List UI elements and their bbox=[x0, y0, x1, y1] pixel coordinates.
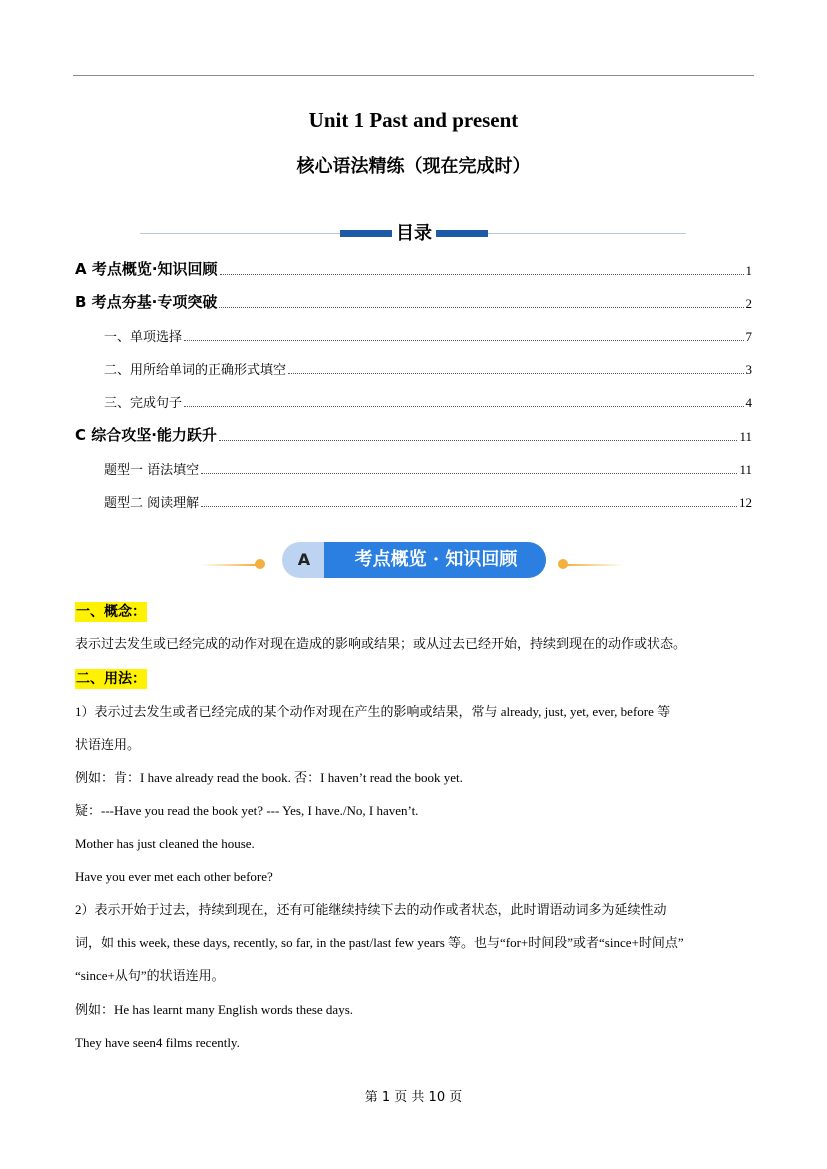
document-subtitle: 核心语法精练（现在完成时） bbox=[296, 156, 531, 177]
usage-line: 例如：He has learnt many English words these days. bbox=[75, 1002, 354, 1017]
section-title: 考点概览 · 知识回顾 bbox=[354, 549, 518, 570]
toc-item[interactable] bbox=[75, 292, 752, 312]
toc-item-label: 题型二 阅读理解 bbox=[104, 496, 200, 511]
header-rule bbox=[73, 75, 754, 76]
toc-item-page: 4 bbox=[745, 395, 752, 410]
concept-text bbox=[75, 635, 686, 654]
document-title: Unit 1 Past and present bbox=[308, 108, 519, 132]
toc-item-page: 2 bbox=[745, 296, 752, 311]
concept-heading: 一、概念： bbox=[76, 604, 146, 620]
section-a-banner bbox=[200, 540, 630, 582]
toc-leader bbox=[288, 373, 743, 374]
section-letter: A bbox=[297, 550, 311, 569]
toc-item-page: 11 bbox=[739, 462, 752, 477]
toc-leader bbox=[201, 506, 737, 507]
banner-line-left bbox=[200, 564, 256, 566]
usage-heading: 二、用法： bbox=[76, 671, 146, 687]
toc-item-label: 一、单项选择 bbox=[104, 330, 183, 345]
toc-item-page: 3 bbox=[745, 362, 752, 377]
usage-line: They have seen4 films recently. bbox=[75, 1035, 240, 1050]
toc-item-label: B 考点夯基·专项突破 bbox=[75, 293, 218, 311]
toc-heading-line-right bbox=[488, 233, 686, 234]
toc-item-label: 题型一 语法填空 bbox=[104, 463, 200, 478]
toc-item-label: 二、用所给单词的正确形式填空 bbox=[104, 363, 287, 378]
toc-heading-bar-left bbox=[340, 230, 392, 237]
toc-item-page: 12 bbox=[739, 495, 752, 510]
toc-item[interactable] bbox=[104, 458, 752, 478]
usage-line: 词，如 this week, these days, recently, so far, in the past/last few years 等。也与“for+时间段”或者“since+时间点” bbox=[75, 935, 684, 950]
toc-leader bbox=[220, 274, 744, 275]
usage-line: Have you ever met each other before? bbox=[75, 869, 273, 884]
banner-dot-left bbox=[255, 559, 265, 569]
toc-item[interactable] bbox=[104, 491, 752, 511]
banner-line-right bbox=[566, 564, 624, 566]
toc-heading bbox=[140, 219, 686, 245]
toc-leader bbox=[201, 473, 737, 474]
toc-leader bbox=[184, 406, 743, 407]
page-footer: 第 1 页 共 10 页 bbox=[364, 1090, 463, 1105]
toc-heading-line-left bbox=[140, 233, 340, 234]
toc-leader bbox=[219, 440, 738, 441]
usage-line: 疑：---Have you read the book yet? --- Yes, I have./No, I haven’t. bbox=[75, 803, 419, 818]
toc-item-page: 11 bbox=[739, 429, 752, 444]
usage-line: 例如：肯：I have already read the book. 否：I haven’t read the book yet. bbox=[75, 770, 463, 785]
toc-heading-bar-right bbox=[436, 230, 488, 237]
usage-line: Mother has just cleaned the house. bbox=[75, 836, 255, 851]
toc-leader bbox=[219, 307, 743, 308]
toc-item-label: C 综合攻坚·能力跃升 bbox=[75, 426, 217, 444]
toc-item-page: 1 bbox=[745, 263, 752, 278]
toc-item[interactable] bbox=[104, 391, 752, 411]
toc-item-label: A 考点概览·知识回顾 bbox=[75, 260, 218, 278]
toc-item-label: 三、完成句子 bbox=[104, 396, 183, 411]
toc-item-page: 7 bbox=[745, 329, 752, 344]
usage-line: 2）表示开始于过去，持续到现在，还有可能继续持续下去的动作或者状态，此时谓语动词多为延续性动 bbox=[75, 902, 667, 917]
toc-item[interactable] bbox=[75, 259, 752, 279]
usage-line: 状语连用。 bbox=[75, 737, 141, 752]
toc-item[interactable] bbox=[75, 425, 752, 445]
toc-heading-label: 目录 bbox=[396, 223, 432, 244]
toc-item[interactable] bbox=[104, 325, 752, 345]
usage-line: “since+从句”的状语连用。 bbox=[75, 968, 225, 983]
usage-line: 1）表示过去发生或者已经完成的某个动作对现在产生的影响或结果，常与 already, just, yet, ever, before 等 bbox=[75, 704, 671, 719]
concept-text-span: 表示过去发生或已经完成的动作对现在造成的影响或结果；或从过去已经开始，持续到现在的动作或状态。 bbox=[75, 637, 687, 652]
toc-leader bbox=[184, 340, 743, 341]
toc-item[interactable] bbox=[104, 358, 752, 378]
